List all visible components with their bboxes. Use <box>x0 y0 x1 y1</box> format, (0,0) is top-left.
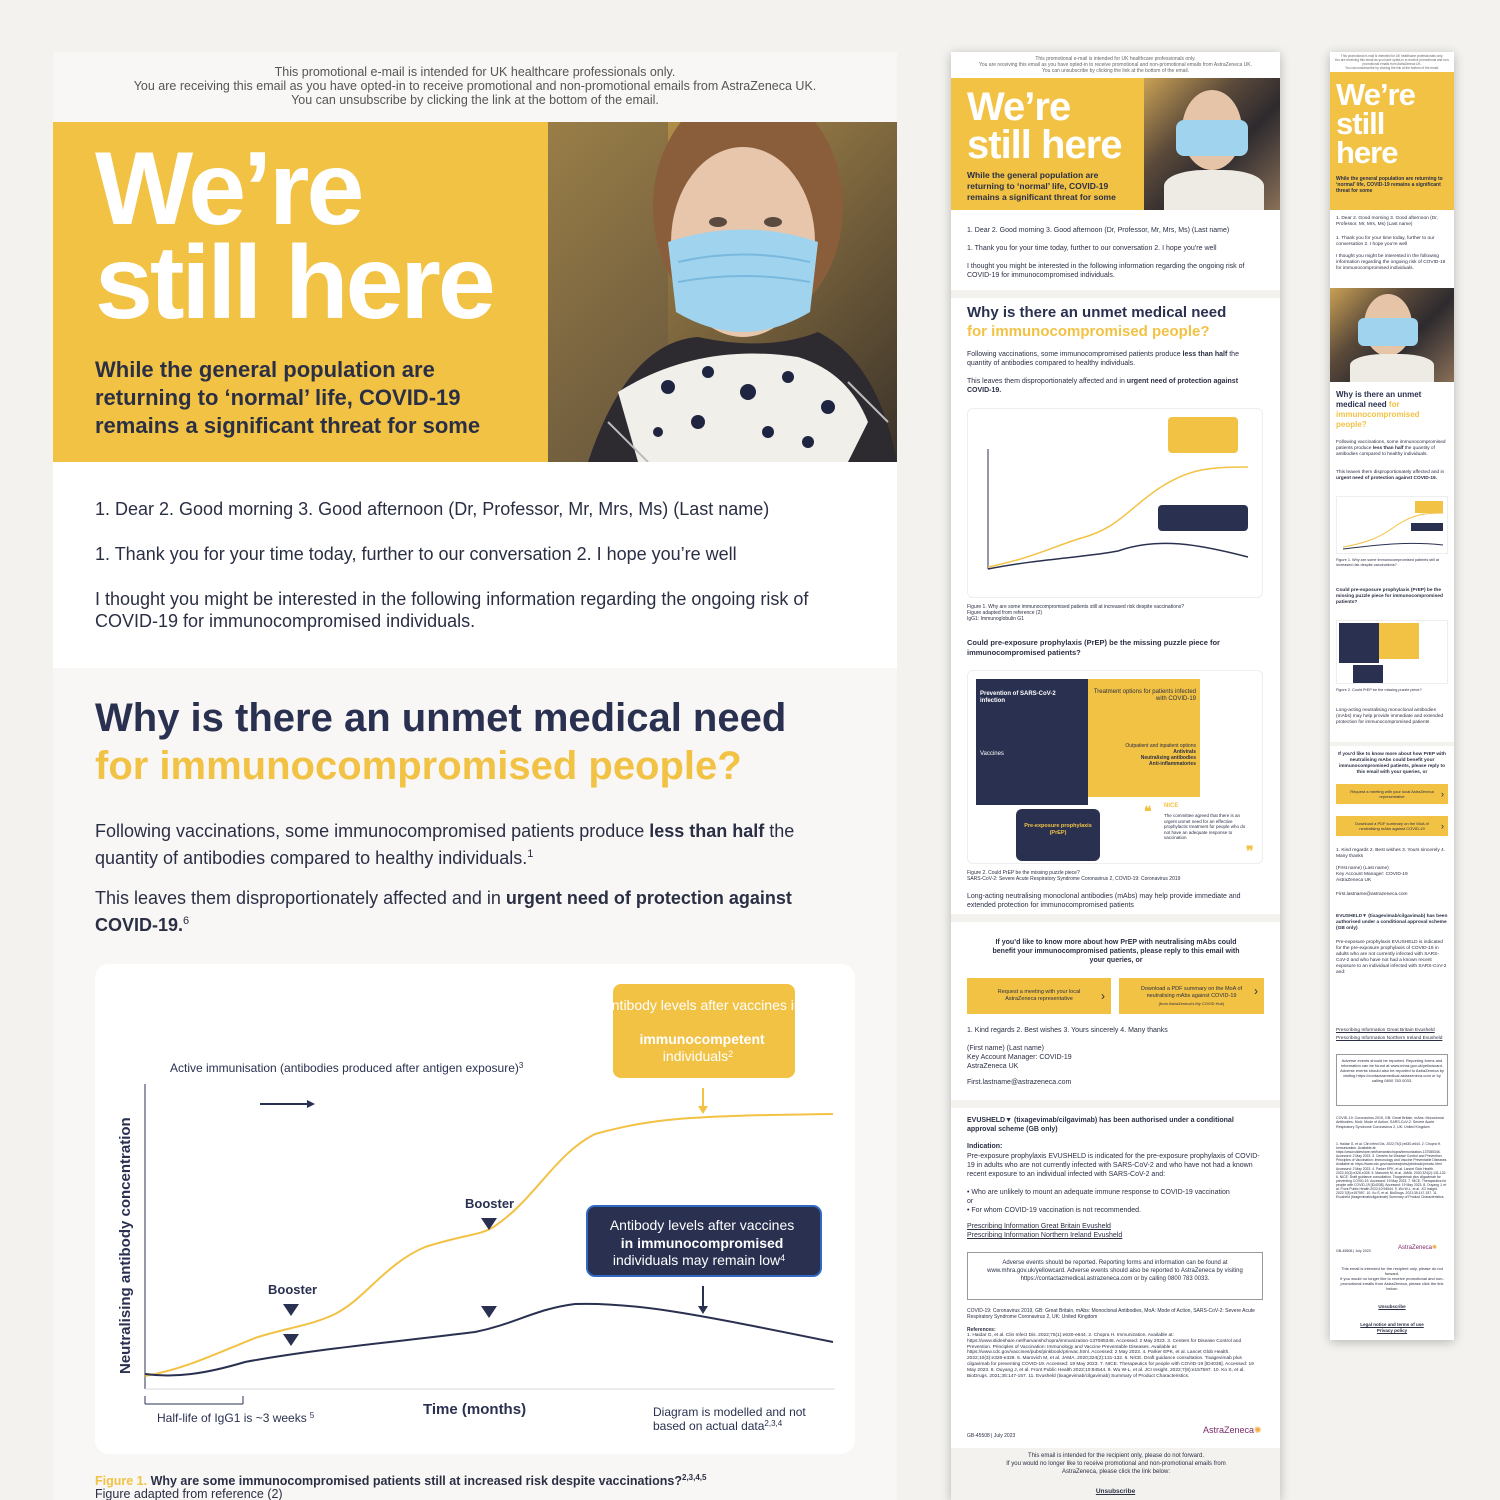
greeting-text: 1. Dear 2. Good morning 3. Good afternoon (Dr, Professor, Mr, Mrs, Ms) (Last name) <box>1336 216 1438 227</box>
hero-subtitle: While the general population are returning to ‘normal’ life, COVID-19 remains a significant threat for some <box>95 357 481 438</box>
intro-text: I thought you might be interested in the following information regarding the ongoing risk of COVID-19 for immunocompromised individuals. <box>967 263 1245 279</box>
section-heading <box>967 303 1226 341</box>
puzzle-options <box>1092 743 1196 767</box>
hero-title <box>967 85 1122 167</box>
hero-banner <box>53 122 897 462</box>
references-list: 1. Haidar G, et al. Clin Infect Dis. 2022;75(1):e630-e644. 2. Chopra H. Immunization. Available at: https://www.slideshare.net/harvanshchopra/immunization-137085346. Accessed: 2 May 2023. 3. Centers for Disease Control and Prevention. Principles of Vaccination: Immunology and Vaccine Preventable Diseases. Available at: https://www.cdc.gov/vaccines/pubs/pinkbook/prinvac.html. Accessed: 2 May 2023. 4. Parker EPK, et al. Lancet Glob Health. 2022;10(3):e326-e328. 5. Marovich M, et al. JAMA. 2020;324(2):131-132. 6. NICE. Draft guidance consultation. Tixagevimab plus cilgavimab for preventing COVID-19. Accessed: 19 May 2023. 7. NICE. Therapeutics for people with COVID-19 [ID4038]. Accessed: 19 May 2023. 8. Ouyang J, et al. Front Public Health 2022;10:94544. 9. Wu W-L, et al. JCI Insight. 2022;7(8):e157597. 10. Ko S, et al. BioDrugs. 2021;35:147-157. 11. Evusheld (tixagevimab/cilgavimab) Summary of Product Characteristics. <box>1336 1142 1448 1200</box>
reference-sup: 1 <box>527 848 534 860</box>
puzzle-label: Vaccines <box>980 751 1004 757</box>
preheader-line: You can unsubscribe by clicking the link at the bottom of the email. <box>1345 66 1439 70</box>
job-code: GB-45508 | July 2023 <box>1336 1249 1371 1253</box>
puzzle-piece-prevention <box>1339 623 1379 663</box>
callout-immunocompetent-text: Antibody levels after vaccines in immunocompetent individuals$^2$ <box>602 997 802 1064</box>
puzzle-label: Prevention of SARS-CoV-2 infection <box>980 691 1056 704</box>
signature-line: (First name) (Last name) <box>967 1045 1045 1052</box>
text-run: This leaves them disproportionately affected and in <box>967 378 1127 385</box>
heading-line-highlight: for immunocompromised people? <box>967 323 1210 340</box>
indication-bullet: • For whom COVID-19 vaccination is not recommended. <box>967 1207 1142 1214</box>
preheader <box>1334 54 1450 70</box>
puzzle-label: Neutralising antibodies <box>1140 755 1196 761</box>
booster-marker-icon <box>481 1306 497 1318</box>
request-meeting-button[interactable] <box>1336 784 1448 804</box>
indication-or: or <box>967 1198 974 1205</box>
quote-open-icon: ❝ <box>1144 803 1152 819</box>
text-bold: urgent need of protection against COVID-19. <box>95 888 792 935</box>
figure-adapted-note: Figure adapted from reference (2) <box>95 1487 283 1500</box>
puzzle-piece-prep <box>1353 665 1383 683</box>
preheader-line: You are receiving this email as you have opted-in to receive promotional and non-promotional emails from AstraZeneca UK. <box>133 79 817 93</box>
chevron-right-icon: › <box>1101 988 1105 1003</box>
antibody-chart-thumbnail <box>1336 496 1448 554</box>
button-label: Request a meeting with your local AstraZeneca representative <box>997 989 1081 1002</box>
signature <box>1336 866 1448 884</box>
greeting-text: 1. Dear 2. Good morning 3. Good afternoon (Dr, Professor, Mr, Mrs, Ms) (Last name) <box>967 227 1230 234</box>
puzzle-label: Antivirals <box>1173 749 1196 755</box>
heading-line: Why is there an unmet medical need <box>95 696 787 740</box>
privacy-policy-link[interactable]: Privacy policy <box>1376 1328 1408 1333</box>
text-run: the quantity of antibodies compared to healthy individuals. <box>95 821 795 868</box>
footer-text <box>1336 1266 1448 1291</box>
heading-line-highlight: for immunocompromised people? <box>1336 400 1420 429</box>
evusheld-heading: EVUSHELD▼ (tixagevimab/cilgavimab) has been authorised under a conditional approval scheme (GB only) <box>967 1117 1234 1133</box>
hero-text-block <box>951 78 1144 210</box>
heading-line-highlight: for immunocompromised people? <box>95 744 742 788</box>
chevron-right-icon: › <box>1254 984 1258 998</box>
annotation-modelled: Diagram is modelled and not based on actual data$^{2,3,4}$ <box>653 1405 806 1433</box>
figure-caption-text: Why are some immunocompromised patients still at increased risk despite vaccinations? <box>150 1474 682 1489</box>
intro-text: I thought you might be interested in the following information regarding the ongoing risk of COVID-19 for immunocompromised individuals. <box>95 589 809 631</box>
email-preview-tablet <box>951 52 1280 1500</box>
chart-thumbnail-svg <box>968 409 1264 599</box>
thanks-text: 1. Thank you for your time today, further to our conversation 2. I hope you’re well <box>95 544 737 564</box>
divider <box>951 290 1280 298</box>
paragraph-antibodies <box>95 820 835 870</box>
signature-line: AstraZeneca UK <box>1336 878 1372 883</box>
adverse-events-box: Adverse events should be reported. Reporting forms and information can be found at www.mhra.gov.uk/yellowcard. Adverse events should also be reported to AstraZeneca by visiting https://contactazmedical.astrazeneca.com or by calling 0800 783 0033. <box>1336 1054 1448 1106</box>
email-preview-desktop <box>53 52 897 1500</box>
puzzle-label: Outpatient and inpatient options <box>1125 743 1196 749</box>
hero-text-block <box>1330 72 1454 210</box>
chevron-right-icon: › <box>1441 820 1444 831</box>
x-axis-label: Time (months) <box>423 1401 527 1418</box>
indication-heading: Indication: <box>967 1143 1003 1150</box>
footer-text <box>991 1452 1241 1476</box>
footer-line: This email is intended for the recipient only, please do not forward. <box>1341 1266 1443 1276</box>
abbreviations: COVID-19: Coronavirus 2019, GB: Great Britain, mAbs: Monoclonal Antibodies, MoA: Mode of Action, SARS-CoV-2: Severe Acute Respiratory Syndrome Coronavirus 2, UK: United Kingdom <box>967 1308 1255 1320</box>
reference-sup: 6 <box>183 915 190 927</box>
sign-off: 1. Kind regards 2. Best wishes 3. Yours sincerely 4. Many thanks <box>967 1027 1168 1034</box>
hero-title: We’re still here <box>1336 77 1415 170</box>
divider <box>951 1100 1280 1108</box>
contact-email[interactable]: First.lastname@astrazeneca.com <box>967 1079 1072 1086</box>
antibody-chart <box>95 964 855 1454</box>
y-axis-label: Neutralising antibody concentration <box>117 1117 134 1374</box>
download-pdf-button[interactable] <box>1336 816 1448 836</box>
puzzle-label: Treatment options for patients infected with COVID-19 <box>1093 689 1196 702</box>
preheader-line: You can unsubscribe by clicking the link at the bottom of the email. <box>1041 68 1190 74</box>
thanks-text: 1. Thank you for your time today, further to our conversation 2. I hope you’re well <box>967 245 1217 252</box>
indication-text: Pre-exposure prophylaxis EVUSHELD is indicated for the pre-exposure prophylaxis of COVID-19 in adults who are not currently infected with SARS-CoV-2 and who have not had a known recent exposure to an individual infected with SARS-CoV-2 and: <box>1336 940 1447 975</box>
hero-photo-masked-woman <box>548 122 897 462</box>
preheader <box>53 65 897 107</box>
booster-label: Booster <box>465 1196 515 1211</box>
preheader-line: This promotional e-mail is intended for UK healthcare professionals only. <box>1340 54 1444 58</box>
job-code: GB-45508 | July 2023 <box>967 1433 1016 1439</box>
hero-photo-masked-woman <box>1144 78 1280 210</box>
intro-text: I thought you might be interested in the following information regarding the ongoing risk of COVID-19 for immunocompromised individuals. <box>1336 254 1446 271</box>
section-heading <box>95 694 786 790</box>
footer-line: If you would no longer like to receive promotional and non-promotional emails from AstraZeneca, please click the link below: <box>1006 1461 1226 1475</box>
abbreviations: COVID-19: Coronavirus 2019, GB: Great Britain, mAbs: Monoclonal Antibodies, MoA: Mode of Action, SARS-CoV-2: Severe Acute Respiratory Syndrome Coronavirus 2, UK: United Kingdom <box>1336 1116 1444 1129</box>
hero-text-block <box>53 122 548 462</box>
text-bold: less than half <box>1182 351 1228 358</box>
antibody-chart-thumbnail <box>967 408 1263 598</box>
figure-caption-text: Figure 1. Why are some immunocompromised patients still at increased risk despite vaccinations? <box>967 604 1185 610</box>
section-heading <box>1336 390 1448 430</box>
abbreviation-note: IgG1: Immunoglobulin G1 <box>967 616 1024 622</box>
divider <box>951 914 1280 922</box>
brand-name: AstraZeneca <box>1398 1245 1433 1251</box>
preheader-line: You are receiving this email as you have opted-in to receive promotional and non-promotional emails from AstraZeneca UK. <box>978 62 1252 68</box>
paragraph-urgent-need <box>1336 470 1448 482</box>
astrazeneca-symbol-icon: ✺ <box>1432 1245 1438 1251</box>
heading-line: Why is there an unmet medical need <box>1336 390 1422 409</box>
footer <box>951 1448 1280 1500</box>
pi-ni-link[interactable]: Prescribing Information Northern Ireland Evusheld <box>1336 1036 1443 1041</box>
cta-text: If you’d like to know more about how PrEP with neutralising mAbs could benefit your immunocompromised patients, please reply to this email with your queries, or <box>992 939 1240 964</box>
figure-caption <box>967 870 1180 882</box>
references-list: 1. Haidar G, et al. Clin Infect Dis. 2022;75(1):e630-e644. 2. Chopra H. Immunization. Available at: https://www.slideshare.net/harvanshchopra/immunization-137085346. Accessed: 2 May 2023. 3. Centers for Disease Control and Prevention. Principles of Vaccination: Immunology and Vaccine Preventable Diseases. Available at: https://www.cdc.gov/vaccines/pubs/pinkbook/prinvac.html. Accessed: 2 May 2023. 4. Parker EPK, et al. Lancet Glob Health. 2022;10(3):e326-e328. 5. Marovich M, et al. JAMA. 2020;324(2):131-132. 6. NICE. Draft guidance consultation. Tixagevimab plus cilgavimab for preventing COVID-19. Accessed: 19 May 2023. 7. NICE. Therapeutics for people with COVID-19 [ID4038]. Accessed: 19 May 2023. 8. Ouyang J, et al. Front Public Health 2022;10:94544. 9. Wu W-L, et al. JCI Insight. 2022;7(8):e157597. 10. Ko S, et al. BioDrugs. 2021;35:147-157. 11. Evusheld (tixagevimab/cilgavimab) Summary of Product Characteristics. <box>967 1333 1254 1379</box>
hero-subtitle: While the general population are returning to ‘normal’ life, COVID-19 remains a significant threat for some <box>967 170 1116 202</box>
text-run: Following vaccinations, some immunocompromised patients produce <box>1336 440 1446 451</box>
text-run: This leaves them disproportionately affected and in <box>95 888 506 908</box>
hero-title-line: We’re <box>967 85 1071 129</box>
text-bold: urgent need of protection against COVID-19. <box>1336 476 1438 481</box>
preheader-line: You are receiving this email as you have opted-in to receive promotional and non-promotional emails from AstraZeneca UK. <box>1334 58 1450 66</box>
text-bold: less than half <box>649 821 765 841</box>
hero-photo-masked-woman <box>1330 288 1454 382</box>
unsubscribe-link[interactable]: Unsubscribe <box>1095 1488 1136 1495</box>
download-pdf-button[interactable] <box>1119 978 1264 1014</box>
hero-title <box>95 131 493 341</box>
text-run: Following vaccinations, some immunocompromised patients produce <box>967 351 1183 358</box>
pi-gb-link[interactable]: Prescribing Information Great Britain Evusheld <box>1336 1028 1435 1033</box>
booster-marker-icon <box>481 1218 497 1230</box>
nice-quote: The committee agreed that there is an urgent unmet need for an effective prophylactic treatment for people who do not have an adequate response to vaccination <box>1164 813 1246 840</box>
paragraph-urgent-need <box>95 887 835 937</box>
thanks-text: 1. Thank you for your time today, further to our conversation 2. I hope you’re well <box>1336 236 1435 247</box>
hero-photo-illustration <box>548 122 897 462</box>
puzzle-diagram <box>967 670 1263 864</box>
request-meeting-button[interactable] <box>967 978 1111 1014</box>
abbreviation-note: SARS-CoV-2: Severe Acute Respiratory Syndrome Coronavirus 2, COVID-19: Coronavirus 2019 <box>967 876 1181 882</box>
reference-sup: 2,3,4,5 <box>682 1473 707 1482</box>
chevron-right-icon: › <box>1441 788 1444 799</box>
prep-question: Could pre-exposure prophylaxis (PrEP) be the missing puzzle piece for immunocompromised patients? <box>967 638 1220 657</box>
chart-thumbnail-svg <box>1337 497 1449 555</box>
text-run: Following vaccinations, some immunocompromised patients produce <box>95 821 650 841</box>
half-life-bracket-icon <box>145 1396 243 1404</box>
preheader-line: This promotional e-mail is intended for UK healthcare professionals only. <box>274 65 676 79</box>
arrow-right-icon <box>260 1100 315 1108</box>
figure-label: Figure 1. <box>95 1474 148 1489</box>
prep-question: Could pre-exposure prophylaxis (PrEP) be the missing puzzle piece for immunocompromised patients? <box>1336 588 1443 605</box>
letter-intro <box>53 462 897 668</box>
legal-notice-link[interactable]: Legal notice and terms of use <box>1360 1322 1424 1327</box>
booster-label: Booster <box>268 1282 318 1297</box>
quote-close-icon: ❞ <box>1246 843 1254 859</box>
nice-label: NICE <box>1164 803 1179 809</box>
signature-line: Key Account Manager: COVID-19 <box>1336 872 1408 877</box>
puzzle-piece-treatment <box>1379 623 1419 659</box>
annotation-active-immunisation: Active immunisation (antibodies produced after antigen exposure)$^3$ <box>170 1061 524 1075</box>
unsubscribe-link[interactable]: Unsubscribe <box>1378 1304 1406 1309</box>
chart-svg <box>95 964 855 1454</box>
button-sublabel: (from AstraZeneca's My COVID Hub) <box>1158 1000 1225 1006</box>
adverse-events-box: Adverse events should be reported. Reporting forms and information can be found at www.mhra.gov.uk/yellowcard. Adverse events should also be reported to AstraZeneca by visiting https://contactazmedical.astrazeneca.com or by calling 0800 783 0033. <box>967 1252 1263 1300</box>
button-label: Download a PDF summary on the MoA of neutralising mAbs against COVID-19 <box>1355 821 1429 831</box>
hero-title-line: still here <box>967 123 1122 167</box>
email-preview-mobile <box>1330 52 1454 1340</box>
figure-caption: Figure 2. Could PrEP be the missing puzzle piece? <box>1336 688 1422 692</box>
paragraph-antibodies <box>1336 440 1448 458</box>
text-run: the quantity of antibodies compared to healthy individuals. <box>967 351 1239 367</box>
contact-email[interactable]: First.lastname@astrazeneca.com <box>1336 892 1408 897</box>
hero-title-line: We’re <box>95 131 362 247</box>
evusheld-heading: EVUSHELD▼ (tixagevimab/cilgavimab) has been authorised under a conditional approval scheme (GB only) <box>1336 914 1448 931</box>
heading-line: Why is there an unmet medical need <box>967 304 1227 321</box>
divider <box>1330 742 1454 746</box>
callout-immunocompromised-text: Antibody levels after vaccines in immunocompromised individuals may remain low$^4$ <box>609 1217 795 1268</box>
arrow-down-icon <box>698 1286 708 1314</box>
figure-caption: Figure 1. Why are some immunocompromised patients still at increased risk despite vaccinations? <box>1336 558 1439 567</box>
astrazeneca-logo <box>1203 1425 1262 1436</box>
paragraph-antibodies <box>967 350 1262 368</box>
preheader <box>951 56 1280 74</box>
sign-off: 1. Kind regards 2. Best wishes 3. Yours sincerely 4. Many thanks <box>1336 848 1446 859</box>
cta-text: If you’d like to know more about how PrEP with neutralising mAbs could benefit your immunocompromised patients, please reply to this email with your queries, or <box>1338 752 1446 775</box>
signature-line: Key Account Manager: COVID-19 <box>967 1054 1072 1061</box>
greeting-text: 1. Dear 2. Good morning 3. Good afternoon (Dr, Professor, Mr, Mrs, Ms) (Last name) <box>95 499 770 519</box>
text-run: This leaves them disproportionately affected and in <box>1336 470 1445 475</box>
text-bold: less than half <box>1372 446 1404 451</box>
pi-gb-link[interactable]: Prescribing Information Great Britain Evusheld <box>967 1223 1111 1230</box>
puzzle-label: Anti-inflammatories <box>1149 761 1196 767</box>
astrazeneca-logo <box>1398 1244 1437 1251</box>
pi-ni-link[interactable]: Prescribing Information Northern Ireland Evusheld <box>967 1232 1123 1239</box>
mab-text: Long-acting neutralising monoclonal antibodies (mAbs) may help provide immediate and extended protection for immunocompromised patients <box>1336 708 1444 725</box>
brand-name: AstraZeneca <box>1203 1425 1255 1435</box>
mab-text: Long-acting neutralising monoclonal antibodies (mAbs) may help provide immediate and extended protection for immunocompromised patients <box>967 893 1241 909</box>
footer-line: If you would no longer like to receive promotional and non-promotional emails from AstraZeneca, please click the link below: <box>1340 1276 1444 1291</box>
signature-line: AstraZeneca UK <box>967 1063 1019 1070</box>
signature-line: (First name) (Last name) <box>1336 866 1389 871</box>
button-label: Download a PDF summary on the MoA of neutralising mAbs against COVID-19 <box>1140 985 1243 999</box>
annotation-half-life: Half-life of IgG1 is ~3 weeks $^5$ <box>157 1411 315 1425</box>
arrow-down-icon <box>698 1088 708 1114</box>
puzzle-diagram <box>1336 620 1448 684</box>
references-heading: References: <box>967 1327 996 1333</box>
indication-text: Pre-exposure prophylaxis EVUSHELD is indicated for the pre-exposure prophylaxis of COVID-19 in adults who are not currently infected with SARS-CoV-2 and who have not had a known recent exposure to an individual infected with SARS-CoV-2 and: <box>967 1153 1260 1178</box>
hero-title-line: We’re <box>1336 77 1415 112</box>
preheader-line: You can unsubscribe by clicking the link at the bottom of the email. <box>291 93 659 107</box>
text-run: the quantity of antibodies compared to healthy individuals. <box>1336 446 1435 457</box>
figure-caption <box>967 604 1184 622</box>
puzzle-label: Pre-exposure prophylaxis (PrEP) <box>1024 823 1092 836</box>
legal-links <box>1330 1322 1454 1334</box>
indication-bullet: • Who are unlikely to mount an adequate immune response to COVID-19 vaccination <box>967 1189 1230 1196</box>
booster-marker-icon <box>283 1304 299 1316</box>
signature <box>967 1044 1072 1071</box>
figure-caption-text: Figure 2. Could PrEP be the missing puzzle piece? <box>967 870 1080 876</box>
figure-adapted-note: Figure adapted from reference (2) <box>967 610 1043 616</box>
text-bold: urgent need of protection against COVID-19. <box>967 378 1239 394</box>
button-label: Request a meeting with your local AstraZeneca representative <box>1350 789 1434 799</box>
hero-subtitle: While the general population are returning to ‘normal’ life, COVID-19 remains a significant threat for some <box>1336 176 1443 194</box>
booster-marker-icon <box>283 1334 299 1346</box>
paragraph-urgent-need <box>967 377 1262 395</box>
astrazeneca-symbol-icon: ✺ <box>1254 1425 1262 1435</box>
preheader-line: This promotional e-mail is intended for UK healthcare professionals only. <box>1035 56 1196 62</box>
footer-line: This email is intended for the recipient only, please do not forward. <box>1028 1453 1204 1459</box>
hero-title-line: still here <box>95 225 493 341</box>
